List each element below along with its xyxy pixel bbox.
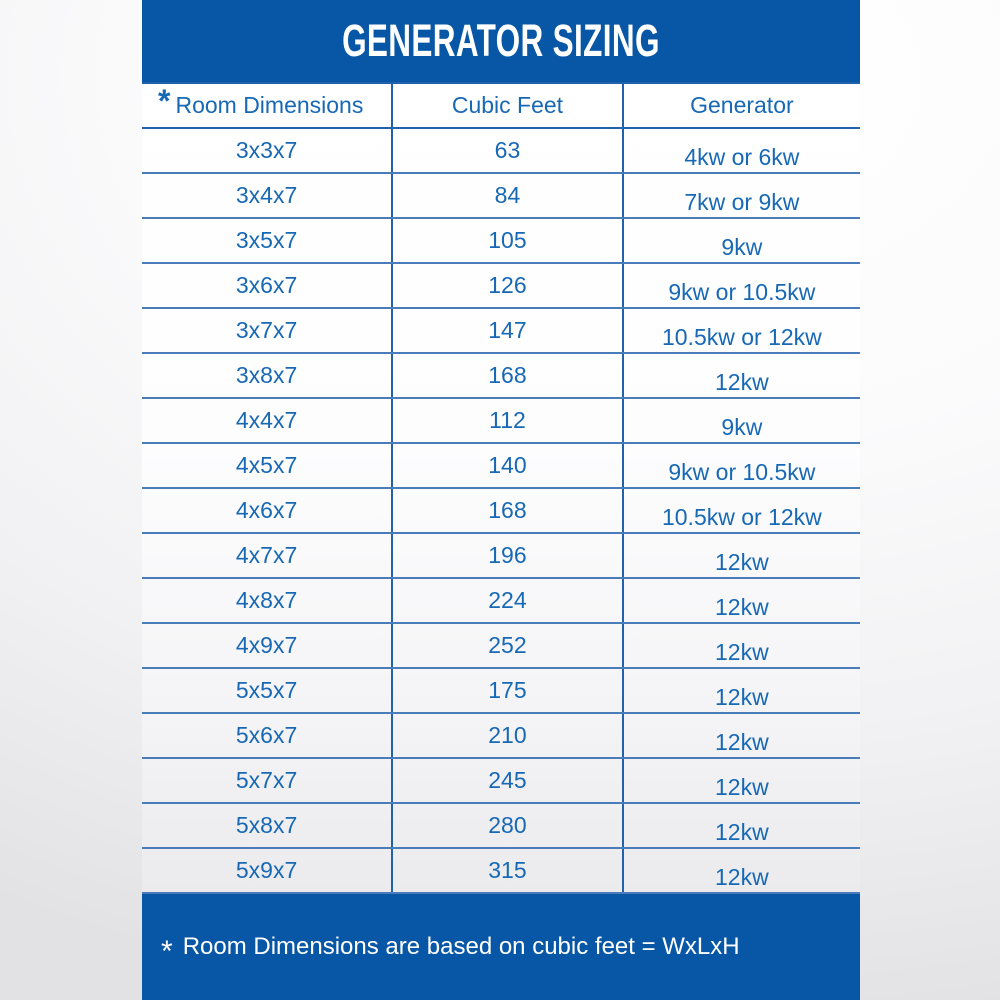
cell-room-dimensions: 3x4x7 — [235, 182, 298, 208]
cell-room-dimensions: 4x6x7 — [235, 497, 298, 523]
cell-cubic-feet: 147 — [391, 309, 624, 352]
header-room-dimensions-label: Room Dimensions — [175, 92, 364, 118]
header-room-dimensions — [142, 84, 391, 127]
asterisk-marker: * — [158, 84, 171, 119]
cell-cubic-feet: 84 — [391, 174, 624, 217]
footnote-text: Room Dimensions are based on cubic feet = WxLxH — [182, 933, 740, 960]
cell-room-dimensions: 5x5x7 — [235, 677, 298, 703]
cell-cubic-feet: 175 — [391, 669, 624, 712]
cell-cubic-feet: 126 — [391, 264, 624, 307]
table-row — [142, 489, 860, 534]
cell-generator: 7kw or 9kw — [684, 189, 800, 215]
table-row — [142, 219, 860, 264]
cell-generator: 12kw — [715, 684, 769, 710]
cell-room-dimensions: 4x5x7 — [235, 452, 298, 478]
sizing-table — [142, 82, 860, 894]
cell-generator: 12kw — [715, 864, 769, 890]
cell-room-dimensions: 3x3x7 — [235, 137, 298, 163]
table-row — [142, 714, 860, 759]
cell-cubic-feet: 252 — [391, 624, 624, 667]
cell-room-dimensions: 3x8x7 — [235, 362, 298, 388]
header-cubic-feet: Cubic Feet — [391, 84, 624, 127]
cell-generator: 12kw — [715, 549, 769, 575]
table-row — [142, 174, 860, 219]
table-row — [142, 399, 860, 444]
table-row — [142, 444, 860, 489]
cell-room-dimensions: 5x7x7 — [235, 767, 298, 793]
footnote-asterisk: * — [161, 935, 173, 968]
cell-cubic-feet: 63 — [391, 129, 624, 172]
cell-generator: 10.5kw or 12kw — [661, 324, 822, 350]
table-row — [142, 624, 860, 669]
cell-room-dimensions: 4x9x7 — [235, 632, 298, 658]
table-row — [142, 759, 860, 804]
cell-room-dimensions: 4x4x7 — [235, 407, 298, 433]
table-header-row — [142, 84, 860, 129]
generator-sizing-panel — [142, 0, 860, 1000]
header-generator: Generator — [690, 92, 794, 118]
cell-generator: 12kw — [715, 594, 769, 620]
cell-generator: 9kw or 10.5kw — [668, 279, 816, 305]
table-row — [142, 354, 860, 399]
cell-generator: 10.5kw or 12kw — [661, 504, 822, 530]
cell-cubic-feet: 210 — [391, 714, 624, 757]
table-row — [142, 309, 860, 354]
table-row — [142, 264, 860, 309]
title-bar — [142, 0, 860, 82]
cell-cubic-feet: 105 — [391, 219, 624, 262]
cell-cubic-feet: 140 — [391, 444, 624, 487]
cell-cubic-feet: 112 — [391, 399, 624, 442]
cell-generator: 4kw or 6kw — [684, 144, 800, 170]
cell-room-dimensions: 4x8x7 — [235, 587, 298, 613]
cell-generator: 12kw — [715, 819, 769, 845]
cell-room-dimensions: 3x5x7 — [235, 227, 298, 253]
cell-generator: 12kw — [715, 774, 769, 800]
footnote-bar — [142, 894, 860, 1000]
cell-cubic-feet: 224 — [391, 579, 624, 622]
table-row — [142, 849, 860, 894]
cell-generator: 9kw — [721, 234, 763, 260]
table-row — [142, 129, 860, 174]
cell-cubic-feet: 280 — [391, 804, 624, 847]
page-title: GENERATOR SIZING — [342, 15, 660, 66]
cell-cubic-feet: 196 — [391, 534, 624, 577]
cell-room-dimensions: 3x7x7 — [235, 317, 298, 343]
cell-cubic-feet: 168 — [391, 489, 624, 532]
cell-generator: 9kw or 10.5kw — [668, 459, 816, 485]
cell-generator: 9kw — [721, 414, 763, 440]
cell-cubic-feet: 245 — [391, 759, 624, 802]
cell-cubic-feet: 168 — [391, 354, 624, 397]
table-row — [142, 669, 860, 714]
cell-generator: 12kw — [715, 369, 769, 395]
table-row — [142, 534, 860, 579]
cell-room-dimensions: 3x6x7 — [235, 272, 298, 298]
cell-room-dimensions: 4x7x7 — [235, 542, 298, 568]
table-row — [142, 804, 860, 849]
cell-room-dimensions: 5x9x7 — [235, 857, 298, 883]
cell-room-dimensions: 5x8x7 — [235, 812, 298, 838]
cell-generator: 12kw — [715, 639, 769, 665]
cell-cubic-feet: 315 — [391, 849, 624, 892]
table-row — [142, 579, 860, 624]
cell-room-dimensions: 5x6x7 — [235, 722, 298, 748]
cell-generator: 12kw — [715, 729, 769, 755]
